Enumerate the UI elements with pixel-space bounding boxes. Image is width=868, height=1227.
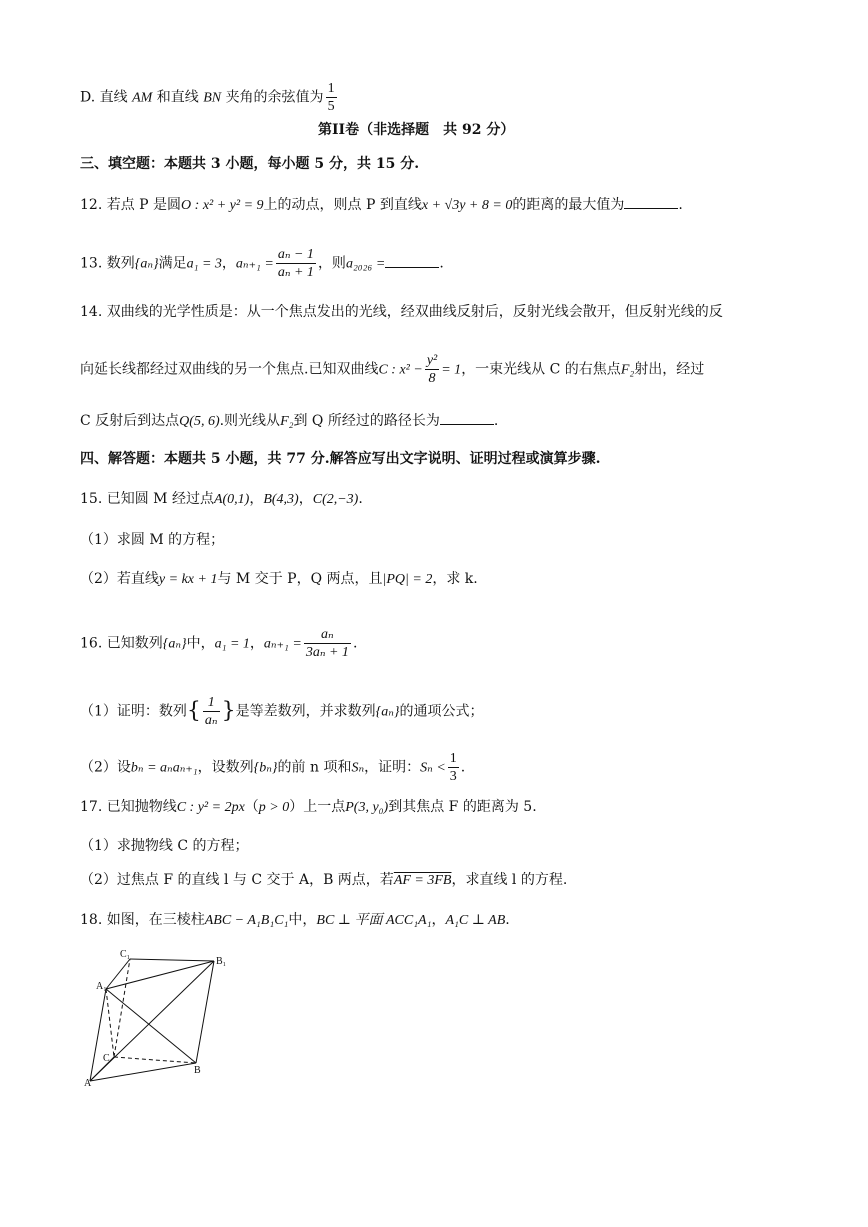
question-16-part-2: （2）设bₙ = aₙaₙ₊₁，设数列{bₙ}的前 n 项和Sₙ，证明：Sₙ < $\frac{1}{3}$ . — [80, 751, 466, 784]
question-14-line-1: 14. 双曲线的光学性质是：从一个焦点发出的光线，经双曲线反射后，反射光线会散开，但反射光线的反 — [80, 304, 723, 320]
question-17-part-2: （2）过焦点 F 的直线 l 与 C 交于 A，B 两点，若AF = 3FB，求直线 l 的方程. — [80, 872, 568, 888]
edge-a1-c1 — [106, 959, 130, 989]
edge-a1-b1 — [106, 961, 214, 989]
answer-blank — [440, 410, 494, 425]
question-16: 16. 已知数列{aₙ}中，a₁ = 1，aₙ₊₁ = $\frac{\text{aₙ}}{\text{3aₙ + 1}}$ . — [80, 627, 358, 660]
label-b: B — [194, 1065, 201, 1076]
bound-fraction: $\frac{1}{3}$ — [449, 751, 457, 784]
question-15-part-2: （2）若直线y = kx + 1与 M 交于 P，Q 两点，且|PQ| = 2，求 k. — [80, 571, 478, 587]
question-17-part-1: （1）求抛物线 C 的方程； — [80, 838, 249, 854]
prism-figure — [84, 945, 234, 1090]
diag-a1-c — [106, 989, 114, 1057]
reciprocal-fraction: $\frac{1}{\text{aₙ}}$ — [204, 695, 218, 728]
question-17: 17. 已知抛物线C : y² = 2px（p > 0）上一点P(3, y₀)到其焦点 F 的距离为 5. — [80, 799, 537, 815]
line-am: AM — [132, 90, 153, 106]
cosine-fraction: $\frac{1}{5}$ — [327, 81, 335, 114]
question-15-part-1: （1）求圆 M 的方程； — [80, 532, 225, 548]
question-14-line-2: 向延长线都经过双曲线的另一个焦点.已知双曲线C : x² − $\frac{\text{y²}}{8}$ = 1，一束光线从 C 的右焦点F₂射出，经过 — [80, 353, 705, 386]
label-a1: A₁ — [96, 981, 107, 992]
edge-c1-b1 — [130, 959, 214, 961]
question-12: 12. 若点 P 是圆O : x² + y² = 9上的动点，则点 P 到直线x + √3y + 8 = 0的距离的最大值为 . — [80, 194, 683, 216]
label-a: A — [84, 1078, 92, 1089]
answer-blank — [624, 194, 678, 209]
question-13: 13. 数列{aₙ}满足a₁ = 3，aₙ₊₁ = $\frac{\text{aₙ − 1}}{\text{aₙ + 1}}$ ，则a₂₀₂₆ = . — [80, 247, 444, 280]
question-16-part-1: （1）证明：数列{ $\frac{1}{\text{aₙ}}$ }是等差数列，并求数列{aₙ}的通项公式； — [80, 695, 484, 728]
label-c: C — [103, 1053, 110, 1064]
question-18: 18. 如图，在三棱柱ABC − A₁B₁C₁中，BC ⊥ 平面 ACC₁A₁，A₁C ⊥ AB. — [80, 912, 510, 928]
edge-c-c1 — [114, 959, 130, 1057]
edge-c-b — [114, 1057, 196, 1063]
section-4-title: 四、解答题：本题共 5 小题，共 77 分.解答应写出文字说明、证明过程或演算步骤. — [80, 451, 601, 467]
label-b1: B₁ — [216, 956, 227, 967]
part-title: 第II卷（非选择题 共 92 分） — [318, 122, 515, 138]
question-14-line-3: C 反射后到达点Q(5, 6).则光线从F₂到 Q 所经过的路径长为 . — [80, 410, 498, 432]
section-3-title: 三、填空题：本题共 3 小题，每小题 5 分，共 15 分. — [80, 156, 420, 172]
recurrence-fraction: $\frac{\text{aₙ − 1}}{\text{aₙ + 1}}$ — [277, 247, 314, 280]
recurrence-fraction: $\frac{\text{aₙ}}{\text{3aₙ + 1}}$ — [305, 627, 349, 660]
answer-blank — [385, 253, 439, 268]
line-bn: BN — [203, 90, 222, 106]
question-15: 15. 已知圆 M 经过点A(0,1)，B(4,3)，C(2,−3). — [80, 491, 363, 507]
option-d: D. 直线 AM 和直线 BN 夹角的余弦值为 $\frac{1}{5}$ — [80, 81, 335, 114]
hyperbola-fraction: $\frac{\text{y²}}{8}$ — [426, 353, 438, 386]
label-c1: C₁ — [120, 949, 131, 960]
